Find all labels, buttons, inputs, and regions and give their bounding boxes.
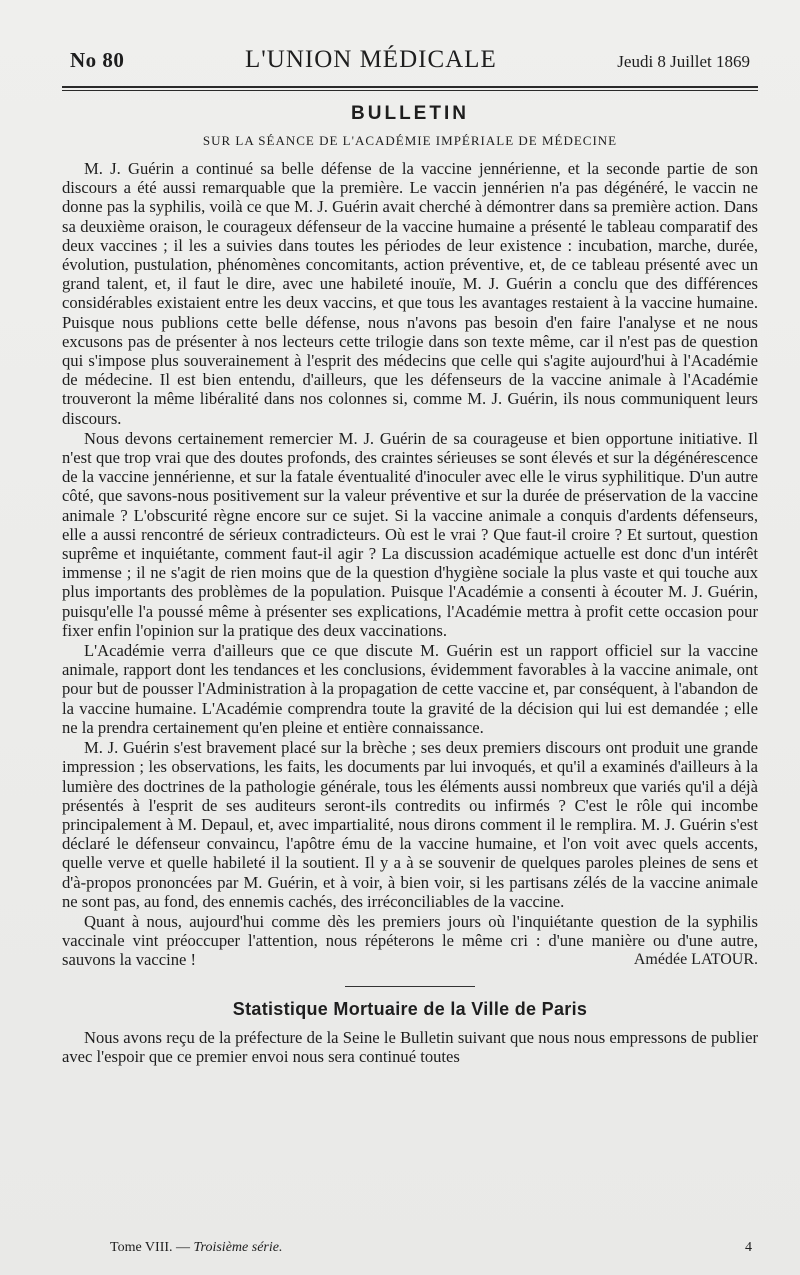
paragraph: L'Académie verra d'ailleurs que ce que discute M. Guérin est un rapport officiel sur la vaccine animale, rapport dont les tendances et les conclusions, évidemment favorables à la vaccine animale, ont pour but de pousser l'Administration à la propagation de cette vaccine et, par conséquent, à l'abandon de la vaccine humaine. L'Académie comprendra toute la gravité de la décision qui lui est demandée ; elle ne la prendra certainement qu'en pleine et entière connaissance. xyxy=(62,641,758,737)
journal-title: L'UNION MÉDICALE xyxy=(245,46,497,73)
footer-volume: Tome VIII. — xyxy=(110,1240,191,1255)
section-divider xyxy=(345,986,475,987)
statistique-paragraph: Nous avons reçu de la préfecture de la Seine le Bulletin suivant que nous nous empressons de publier avec l'espoir que ce premier envoi nous sera continué toutes xyxy=(62,1027,758,1066)
paragraph: M. J. Guérin s'est bravement placé sur la brèche ; ses deux premiers discours ont produit une grande impression ; les observations, les faits, les documents par lui invoqués, et qu'il a examinés d'ailleurs à la lumière des doctrines de la pathologie générale, tous les éléments aussi nombreux que variés qu'il a déjà présentés à l'esprit de ses auditeurs seront-ils contredits ou infirmés ? C'est le rôle qui incombe principalement à M. Depaul, et, avec impartialité, nous dirons comment il le remplira. M. J. Guérin s'est déclaré le défenseur convaincu, l'apôtre ému de la vaccine humaine, et l'on voit avec quels accents, quelle verve et quelle habileté il la soutient. Il y a à se souvenir de quelques paroles pleines de sens et d'à-propos prononcées par M. Guérin, et à voir, à bien voir, si les partisans zélés de la vaccine animale ne sont pas, au fond, des ennemis cachés, des irréconciliables de la vaccine. xyxy=(62,738,758,911)
paragraph: Nous devons certainement remercier M. J. Guérin de sa courageuse et bien opportune initiative. Il n'est que trop vrai que des doutes profonds, des craintes sérieuses se sont élevés et sur la dégénérescence de la vaccine jennérienne, et sur la fatale éventualité d'inoculer avec elle le virus syphilitique. D'un autre côté, que savons-nous positivement sur la valeur préventive et sur la durée de préservation de la vaccine animale ? L'obscurité règne encore sur ce sujet. Si la vaccine animale a conquis d'ardents défenseurs, elle a aussi rencontré de sérieux contradicteurs. Où est le vrai ? Que faut-il croire ? Et surtout, question suprême et inquiétante, comment faut-il agir ? La discussion académique actuelle est donc d'un intérêt immense ; il ne s'agit de rien moins que de la question d'hygiène sociale la plus vaste et qui touche aux plus importants des problèmes de la population. Puisque l'Académie a consenti à écouter M. J. Guérin, puisqu'elle l'a poussé même à présenter ses explications, l'Académie mettra à profit cette occasion pour fixer enfin l'opinion sur la pratique des deux vaccinations. xyxy=(62,428,758,640)
page-footer xyxy=(110,1240,752,1256)
bulletin-subtitle: SUR LA SÉANCE DE L'ACADÉMIE IMPÉRIALE DE MÉDECINE xyxy=(202,133,618,148)
paragraph-text: Quant à nous, aujourd'hui comme dès les premiers jours où l'inquiétante question de la syphilis vaccinale vint préoccuper l'attention, nous répéterons le même cri : d'une manière ou d'une autre, sauvons la vaccine ! xyxy=(62,911,758,970)
paragraph-final xyxy=(62,912,758,970)
author-signature: Amédée LATOUR. xyxy=(633,951,758,969)
page-header xyxy=(62,46,758,74)
statistique-title: Statistique Mortuaire de la Ville de Paris xyxy=(232,998,588,1019)
issue-number: No 80 xyxy=(70,48,125,72)
paragraph: M. J. Guérin a continué sa belle défense de la vaccine jennérienne, et la seconde partie de son discours a été aussi remarquable que la première. Le vaccin jennérien n'a pas dégénéré, le vaccin ne donne pas la syphilis, voilà ce que M. J. Guérin avait cherché à démontrer dans sa première action. Dans sa deuxième oraison, le courageux défenseur de la vaccine humaine a présenté le tableau comparatif des deux vaccines ; il les a suivies dans toutes les périodes de leur existence : incubation, marche, durée, évolution, pustulation, phénomènes concomitants, action préventive, et, de ce tableau présenté avec un grand talent, et, il faut le dire, avec une habileté inouïe, M. J. Guérin a conclu que des différences considérables existaient entre les deux vaccins, et que tous les avantages restaient à la vaccine humaine. Puisque nous publions cette belle défense, nous n'avons pas besoin d'en faire l'analyse et ne nous excusons pas de présenter à nos lecteurs cette trilogie dans son texte même, car il n'est pas de question qui s'impose plus souverainement à l'esprit des médecins que celle qui s'agite aujourd'hui à l'Académie de médecine. Il est bien entendu, d'ailleurs, que les défenseurs de la vaccine animale à l'Académie trouveront la même libéralité dans nos colonnes si, comme M. J. Guérin, ils nous communiquent leurs discours. xyxy=(62,159,758,428)
footer-series: Troisième série. xyxy=(193,1240,283,1255)
footer-volume-line xyxy=(110,1240,282,1256)
footer-sheet-number: 4 xyxy=(745,1240,752,1255)
header-rule xyxy=(62,86,758,91)
bulletin-title: BULLETIN xyxy=(351,103,469,124)
bulletin-body xyxy=(62,159,758,970)
issue-date: Jeudi 8 Juillet 1869 xyxy=(617,52,750,71)
